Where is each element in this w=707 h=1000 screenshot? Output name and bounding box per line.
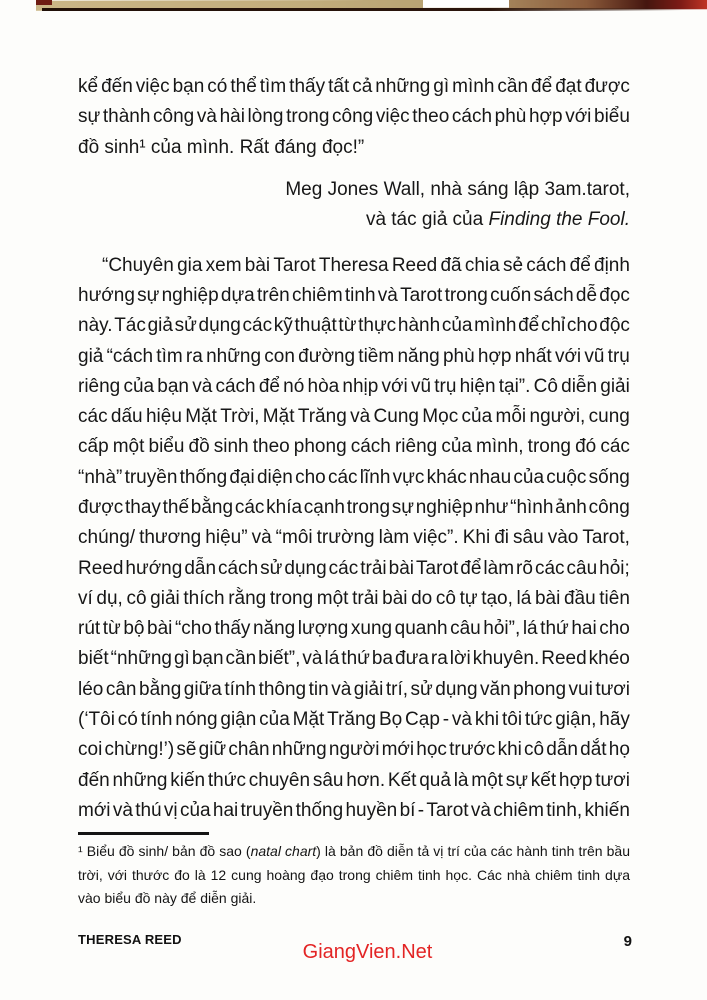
scan-edge-notch <box>423 0 509 8</box>
attribution-line <box>78 205 630 235</box>
text-line: Reed hướng dẫn cách sử dụng các trải bài Tarot để làm rõ các câu hỏi; <box>78 557 630 579</box>
text-line: léo cân bằng giữa tính thông tin và giải trí, sử dụng văn phong vui tươi <box>78 678 630 700</box>
footer-author-name: THERESA REED <box>78 932 182 947</box>
text-line: “Chuyên gia xem bài Tarot Theresa Reed đã chia sẻ cách để định <box>102 254 630 276</box>
footnote-text: ) là bản đồ diễn tả vị trí của các hành tinh trên bầu trời, với thước đo là 12 cung hoàng đạo trong chiêm tinh học. Các nhà chiêm tinh dựa vào biểu đồ này để diễn giải. <box>78 843 631 907</box>
text-line: sự thành công và hài lòng trong công việc theo cách phù hợp với biểu <box>78 106 630 128</box>
text-line: cấp một biểu đồ sinh theo phong cách riêng của mình, trong đó các <box>78 436 630 458</box>
footer-watermark: GiangVien.Net <box>302 941 433 963</box>
footnote-rule <box>78 832 209 835</box>
page-text-block <box>78 72 630 911</box>
footnote-italic-term: natal chart <box>250 843 317 860</box>
text-line: đến những kiến thức chuyên sâu hơn. Kết quả là một sự kết hợp tươi <box>78 769 630 791</box>
attribution-line: Meg Jones Wall, nhà sáng lập 3am.tarot, <box>285 178 630 200</box>
text-line: hướng sự nghiệp dựa trên chiêm tinh và Tarot trong cuốn sách dễ đọc <box>78 284 630 306</box>
review-paragraph <box>78 250 630 826</box>
footer-page-number: 9 <box>623 933 632 950</box>
text-line: biết “những gì bạn cần biết”, và lá thứ ba đưa ra lời khuyên. Reed khéo <box>78 648 630 670</box>
text-line: này. Tác giả sử dụng các kỹ thuật từ thực hành của mình để chỉ cho độc <box>78 315 630 337</box>
text-line: chúng/ thương hiệu” và “môi trường làm việc”. Khi đi sâu vào Tarot, <box>78 527 630 549</box>
text-line: riêng của bạn và cách để nó hòa nhịp với vũ trụ hiện tại”. Cô diễn giải <box>78 375 630 397</box>
text-line: (‘Tôi có tính nóng giận của Mặt Trăng Bọ Cạp - và khi tôi tức giận, hãy <box>78 709 630 731</box>
text-line: kể đến việc bạn có thể tìm thấy tất cả những gì mình cần để đạt được <box>78 76 630 98</box>
scan-edge-line <box>42 8 682 11</box>
text-line: “nhà” truyền thống đại diện cho các lĩnh vực khác nhau của cuộc sống <box>78 466 630 488</box>
text-line: mới và thú vị của hai truyền thống huyền bí - Tarot và chiêm tinh, khiến <box>78 799 630 821</box>
footnote <box>78 832 630 911</box>
attribution <box>78 175 630 236</box>
text-line: ví dụ, cô giải thích rằng trong một trải bài do cô tự tạo, lá bài đầu tiên <box>78 587 630 609</box>
text-line: được thay thế bằng các khía cạnh trong sự nghiệp như “hình ảnh công <box>78 497 630 518</box>
text-line: rút từ bộ bài “cho thấy năng lượng xung quanh câu hỏi”, lá thứ hai cho <box>78 618 630 640</box>
attribution-book-title: Finding the Fool. <box>488 209 630 231</box>
text-line: coi chừng!’) sẽ giữ chân những người mới học trước khi cô dẫn dắt họ <box>78 739 630 761</box>
attribution-text: và tác giả của <box>365 209 489 231</box>
text-line: giả “cách tìm ra những con đường tiềm năng phù hợp nhất với vũ trụ <box>78 345 630 367</box>
quote-block <box>78 72 630 133</box>
text-line: các dấu hiệu Mặt Trời, Mặt Trăng và Cung Mọc của mỗi người, cung <box>78 406 630 428</box>
scan-edge-wedge <box>36 0 52 5</box>
review-lines <box>78 281 630 826</box>
text-line: đồ sinh¹ của mình. Rất đáng đọc!” <box>78 136 365 158</box>
footnote-text: ¹ Biểu đồ sinh/ bản đồ sao ( <box>78 843 251 860</box>
